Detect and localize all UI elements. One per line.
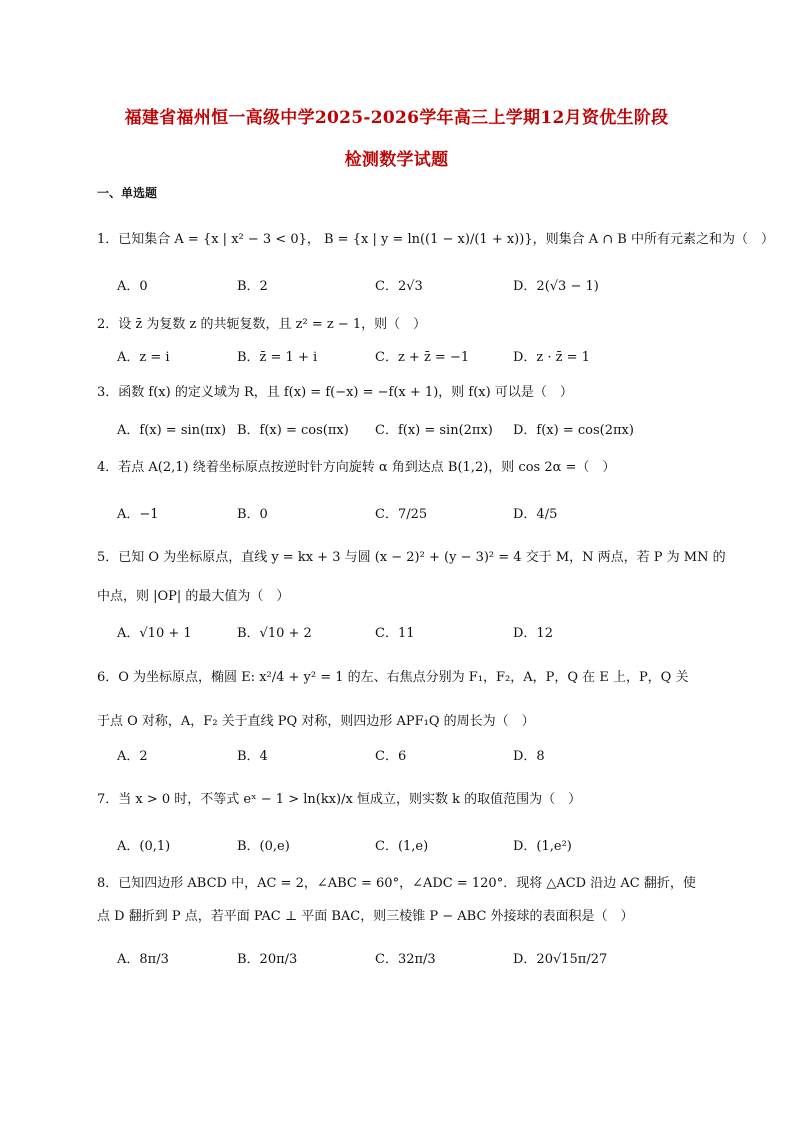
question-4-option-a: A．−1 [117, 507, 159, 522]
question-8-option-a: A．8π/3 [117, 952, 169, 967]
question-3-option-c: C．f(x) = sin(2πx) [375, 423, 493, 438]
section-heading: 一、单选题 [97, 186, 158, 200]
question-1-option-d: D．2(√3 − 1) [513, 279, 599, 294]
question-2-option-b: B．z̄ = 1 + i [237, 350, 318, 365]
question-3-option-b: B．f(x) = cos(πx) [237, 423, 349, 438]
question-4-option-b: B．0 [237, 507, 268, 522]
question-1-stem: 1．已知集合 A = {x | x² − 3 < 0}， B = {x | y = ln((1 − x)/(1 + x))}，则集合 A ∩ B 中所有元素之和为（ ） [97, 232, 774, 247]
question-8-option-b: B．20π/3 [237, 952, 298, 967]
question-2-option-c: C．z + z̄ = −1 [375, 350, 470, 365]
question-3-option-d: D．f(x) = cos(2πx) [513, 423, 634, 438]
question-8-option-c: C．32π/3 [375, 952, 436, 967]
question-5-stem-line-2: 中点，则 |OP| 的最大值为（ ） [97, 589, 290, 604]
question-2-option-a: A．z = i [117, 350, 170, 365]
question-7-option-b: B．(0,e) [237, 839, 290, 854]
question-1-option-a: A．0 [117, 279, 148, 294]
question-5-stem-line-1: 5．已知 O 为坐标原点，直线 y = kx + 3 与圆 (x − 2)² + (y − 3)² = 4 交于 M，N 两点，若 P 为 MN 的 [97, 550, 726, 565]
question-4-option-d: D．4/5 [513, 507, 558, 522]
question-6-option-a: A．2 [117, 749, 148, 764]
question-4-stem: 4．若点 A(2,1) 绕着坐标原点按逆时针方向旋转 α 角到达点 B(1,2)，则 cos 2α =（ ） [97, 460, 616, 475]
question-6-option-b: B．4 [237, 749, 268, 764]
question-6-option-d: D．8 [513, 749, 545, 764]
question-3-stem: 3．函数 f(x) 的定义域为 R，且 f(x) = f(−x) = −f(x + 1)，则 f(x) 可以是（ ） [97, 385, 573, 400]
question-7-option-c: C．(1,e) [375, 839, 429, 854]
question-3-option-a: A．f(x) = sin(πx) [117, 423, 227, 438]
exam-title-line-1: 福建省福州恒一高级中学2025-2026学年高三上学期12月资优生阶段 [124, 108, 669, 128]
question-2-stem: 2．设 z̄ 为复数 z 的共轭复数，且 z² = z − 1，则（ ） [97, 317, 427, 332]
question-4-option-c: C．7/25 [375, 507, 428, 522]
question-8-stem-line-2: 点 D 翻折到 P 点，若平面 PAC ⊥ 平面 BAC，则三棱锥 P − ABC 外接球的表面积是（ ） [97, 909, 634, 924]
question-1-option-c: C．2√3 [375, 279, 423, 294]
question-1-option-b: B．2 [237, 279, 268, 294]
question-6-stem-line-2: 于点 O 对称，A，F₂ 关于直线 PQ 对称，则四边形 APF₁Q 的周长为（ ） [97, 714, 535, 729]
question-8-stem-line-1: 8．已知四边形 ABCD 中，AC = 2，∠ABC = 60°，∠ADC = 120°．现将 △ACD 沿边 AC 翻折，使 [97, 876, 696, 891]
question-5-option-a: A．√10 + 1 [117, 626, 192, 641]
question-6-stem-line-1: 6．O 为坐标原点，椭圆 E: x²/4 + y² = 1 的左、右焦点分别为 F₁，F₂，A，P，Q 在 E 上，P，Q 关 [97, 670, 689, 685]
question-6-option-c: C．6 [375, 749, 407, 764]
question-5-option-b: B．√10 + 2 [237, 626, 312, 641]
question-7-option-d: D．(1,e²) [513, 839, 572, 854]
question-2-option-d: D．z · z̄ = 1 [513, 350, 590, 365]
exam-title-line-2: 检测数学试题 [344, 150, 449, 170]
question-5-option-d: D．12 [513, 626, 553, 641]
question-5-option-c: C．11 [375, 626, 415, 641]
question-7-stem: 7．当 x > 0 时，不等式 eˣ − 1 > ln(kx)/x 恒成立，则实数 k 的取值范围为（ ） [97, 792, 582, 807]
question-7-option-a: A．(0,1) [117, 839, 171, 854]
question-8-option-d: D．20√15π/27 [513, 952, 608, 967]
